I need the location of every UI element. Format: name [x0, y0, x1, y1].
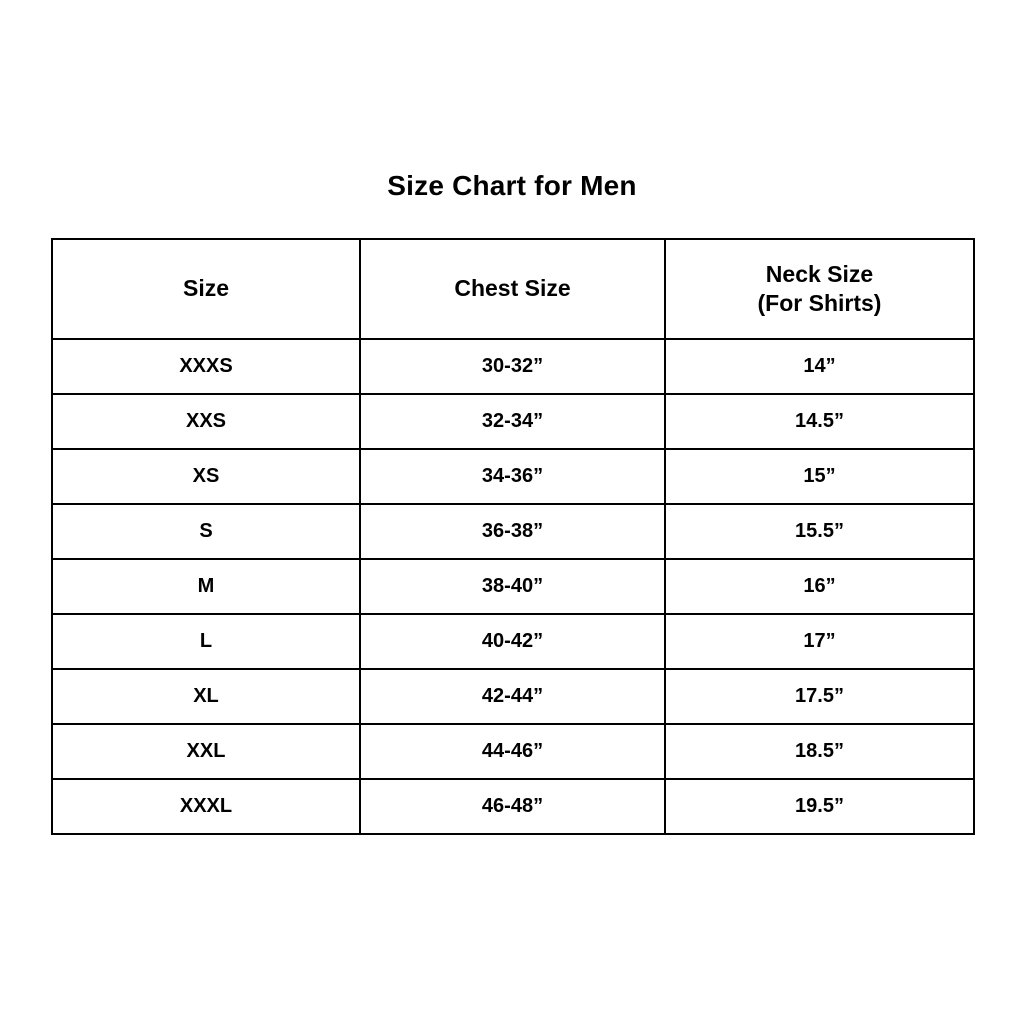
- cell-size: M: [52, 559, 360, 614]
- cell-size: XXL: [52, 724, 360, 779]
- table-row: [52, 669, 974, 724]
- table-body: [52, 339, 974, 834]
- cell-chest: 34-36”: [360, 449, 665, 504]
- cell-size: XXXS: [52, 339, 360, 394]
- cell-neck: 17”: [665, 614, 974, 669]
- cell-chest: 38-40”: [360, 559, 665, 614]
- cell-neck: 16”: [665, 559, 974, 614]
- table-row: [52, 779, 974, 834]
- table-header: [52, 239, 974, 339]
- column-header-size: [52, 239, 360, 339]
- cell-chest: 36-38”: [360, 504, 665, 559]
- cell-size: XS: [52, 449, 360, 504]
- cell-neck: 15.5”: [665, 504, 974, 559]
- table-row: [52, 724, 974, 779]
- column-header-neck-label: Neck Size: [765, 260, 874, 287]
- column-header-neck: [665, 239, 974, 339]
- cell-size: XXS: [52, 394, 360, 449]
- table-row: [52, 504, 974, 559]
- cell-size: S: [52, 504, 360, 559]
- column-header-chest-label: Chest Size: [454, 275, 571, 302]
- column-header-chest: [360, 239, 665, 339]
- cell-neck: 18.5”: [665, 724, 974, 779]
- table-row: [52, 394, 974, 449]
- cell-chest: 30-32”: [360, 339, 665, 394]
- cell-size: XXXL: [52, 779, 360, 834]
- table-row: [52, 339, 974, 394]
- cell-neck: 15”: [665, 449, 974, 504]
- table-row: [52, 614, 974, 669]
- cell-neck: 14.5”: [665, 394, 974, 449]
- cell-neck: 19.5”: [665, 779, 974, 834]
- page-title: Size Chart for Men: [387, 170, 637, 201]
- table-row: [52, 559, 974, 614]
- cell-chest: 44-46”: [360, 724, 665, 779]
- table-row: [52, 449, 974, 504]
- column-header-neck-sublabel: (For Shirts): [757, 290, 882, 316]
- cell-chest: 42-44”: [360, 669, 665, 724]
- cell-size: XL: [52, 669, 360, 724]
- cell-neck: 14”: [665, 339, 974, 394]
- table-header-row: [52, 239, 974, 339]
- cell-chest: 46-48”: [360, 779, 665, 834]
- cell-chest: 32-34”: [360, 394, 665, 449]
- cell-chest: 40-42”: [360, 614, 665, 669]
- column-header-size-label: Size: [182, 275, 230, 302]
- cell-neck: 17.5”: [665, 669, 974, 724]
- cell-size: L: [52, 614, 360, 669]
- size-chart-table: [51, 238, 975, 835]
